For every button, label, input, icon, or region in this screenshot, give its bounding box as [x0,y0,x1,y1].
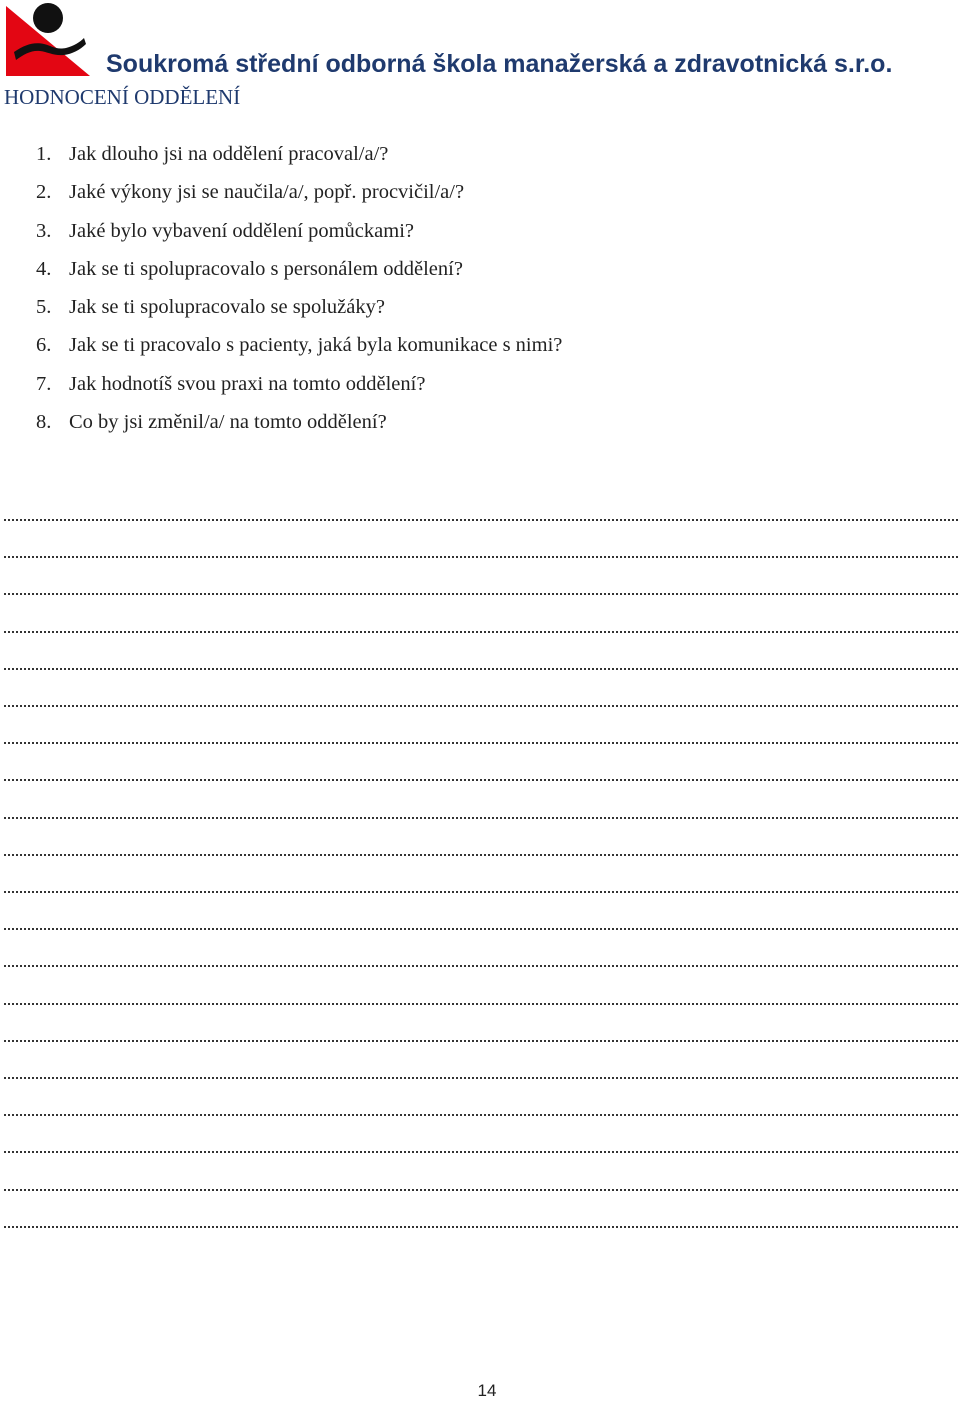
answer-line[interactable] [4,705,958,707]
answer-line[interactable] [4,556,958,558]
answer-line[interactable] [4,631,958,633]
school-logo-icon [4,0,92,78]
answer-line[interactable] [4,854,958,856]
question-number: 8. [36,411,52,434]
answer-line[interactable] [4,668,958,670]
question-text: Jak dlouho jsi na oddělení pracoval/a/? [69,143,389,165]
answer-line[interactable] [4,1189,958,1191]
answer-line[interactable] [4,965,958,967]
answer-line[interactable] [4,891,958,893]
question-text: Jak se ti pracovalo s pacienty, jaká byla komunikace s nimi? [69,334,563,357]
question-number: 5. [36,296,52,319]
page-title: HODNOCENÍ ODDĚLENÍ [4,85,241,109]
answer-line[interactable] [4,1077,958,1079]
question-text: Jak se ti spolupracovalo s personálem oddělení? [69,257,463,280]
question-text: Jak se ti spolupracovalo se spolužáky? [69,296,385,319]
question-text: Jak hodnotíš svou praxi na tomto oddělení? [69,372,426,395]
answer-line[interactable] [4,519,958,521]
answer-line[interactable] [4,1114,958,1116]
question-number: 1. [36,143,52,165]
question-number: 3. [36,219,52,242]
question-number: 7. [36,372,52,395]
page-number: 14 [477,1381,497,1400]
answer-line[interactable] [4,1226,958,1228]
answer-line[interactable] [4,593,958,595]
school-name: Soukromá střední odborná škola manažerská a zdravotnická s.r.o. [106,50,893,78]
answer-line[interactable] [4,1151,958,1153]
question-number: 6. [36,334,52,357]
answer-line[interactable] [4,779,958,781]
answer-line[interactable] [4,817,958,819]
answer-line[interactable] [4,1040,958,1042]
question-number: 2. [36,181,52,204]
answer-line[interactable] [4,1003,958,1005]
answer-line[interactable] [4,928,958,930]
answer-line[interactable] [4,742,958,744]
question-text: Jaké výkony jsi se naučila/a/, popř. procvičil/a/? [69,181,465,204]
question-text: Co by jsi změnil/a/ na tomto oddělení? [69,411,387,434]
question-text: Jaké bylo vybavení oddělení pomůckami? [69,219,414,242]
question-number: 4. [36,257,52,280]
